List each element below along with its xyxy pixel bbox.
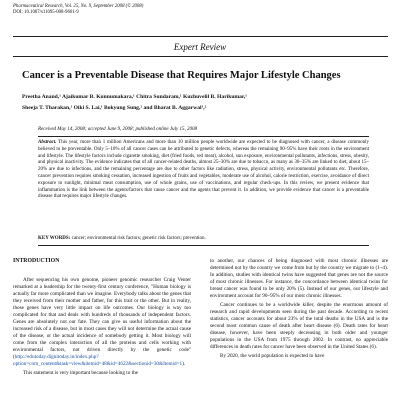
journal-citation: Pharmaceutical Research, Vol. 25, No. 9, September 2008 (© 2008) [13, 4, 144, 9]
abstract-rule-top [38, 136, 369, 137]
citation-link[interactable]: http://edutoday.dignitoday.in/index.php?option=com_content&task=view&itemid=48&id=4622&sectionid=30&Itemid=1 [13, 354, 183, 367]
intro-paragraph-2: This statement is very important because looking to the [23, 370, 138, 376]
received-dates: Received May 14, 2008; accepted June 9, 2008; published online July 15, 2008 [38, 127, 197, 132]
abstract [38, 140, 369, 201]
abstract-text: This year, more than 1 million Americans and more than 10 million people worldwide are expected to be diagnosed with cancer, a disease commonly believed to be preventable. Only 5–10% of all cancer cases can be attributed to genetic defects, whereas the remaining 90–95% have their roots in the environment and lifestyle. The lifestyle factors include cigarette smoking, diet (fried foods, red meat), alcohol, sun exposure, environmental pollutants, infections, stress, obesity, and physical inactivity. The evidence indicates that of all cancer-related deaths, almost 25–30% are due to tobacco, as many as 30–35% are linked to diet, about 15–20% are due to infections, and the remaining percentage are due to other factors like radiation, stress, physical activity, environmental pollutants etc. Therefore, cancer prevention requires smoking cessation, increased ingestion of fruits and vegetables, moderate use of alcohol, calorie restriction, exercise, avoidance of direct exposure to sunlight, minimal meat consumption, use of whole grains, use of vaccinations, and regular check-ups. In this review, we present evidence that inflammation is the link between the agents/factors that cause cancer and the agents that prevent it. In addition, we provide evidence that cancer is a preventable disease that requires major lifestyle changes. [38, 140, 369, 200]
doi-line: DOI: 10.1007/s11095-008-9661-9 [13, 10, 79, 15]
journal-header [13, 4, 143, 16]
left-column [13, 258, 191, 379]
section-heading-introduction: INTRODUCTION [13, 258, 60, 264]
right-paragraph-3: By 2020, the world population is expected to have [220, 353, 325, 359]
right-paragraph-2: Cancer continues to be a worldwide killer, despite the enormous amount of research and rapid developments seen during the past decade. According to recent statistics, cancer accounts for about 23% of the total deaths in the USA and is the second most common cause of death after heart disease (6). Death rates for heart disease, however, have been steeply decreasing in both older and younger populations in the USA from 1975 through 2002. In contrast, no appreciable differences in death rates for cancer have been observed in the United States (6). [210, 302, 388, 350]
section-label: Expert Review [173, 42, 227, 52]
right-column [210, 258, 388, 362]
intro-paragraph-1 [13, 277, 191, 368]
abstract-lead: Abstract. [38, 140, 57, 145]
abstract-rule-bottom [38, 245, 369, 246]
keywords-label: KEY WORDS: [38, 236, 71, 241]
header-rule-top [13, 36, 388, 37]
right-paragraph-1: to another, our chances of being diagnosed with most chronic illnesses are determined not by the country we come from but by the country we migrate to (1–4). In addition, studies with identical twins have suggested that genes are not the source of most chronic illnesses. For instance, the concordance between identical twins for breast cancer was found to be only 20% (5). Instead of our genes, our lifestyle and environment account for 90–95% of our most chronic illnesses. [210, 258, 388, 299]
author-line-2: Sheeja T. Tharakan,¹ Oiki S. Lai,¹ Bokyung Sung,¹ and Bharat B. Aggarwal¹,² [22, 105, 207, 111]
keywords [38, 236, 369, 243]
author-list [22, 92, 382, 114]
header-rule-bottom [13, 56, 388, 57]
keywords-text: cancer; environmental risk factors; genetic risk factors; prevention. [70, 236, 206, 241]
author-line-1: Preetha Anand,¹ Ajaikumar B. Kunnumakara,¹ Chitra Sundaram,¹ Kuzhuvelil B. Harikumar,¹ [22, 94, 247, 100]
intro-paragraph-1-end: ). [182, 361, 186, 367]
article-title: Cancer is a Preventable Disease that Requires Major Lifestyle Changes [22, 70, 341, 81]
intro-paragraph-1-text: After sequencing his own genome, pioneer genomic researcher Craig Venter remarked at a leadership for the twenty-first century conference, "Human biology is actually far more complicated than we imagine. Everybody talks about the genes that they received from their mother and father, for this trait or the other. But in reality, those genes have very little impact on life outcomes. Our biology is way too complicated for that and deals with hundreds of thousands of independent factors. Genes are absolutely not our fate. They can give us useful information about the increased risk of a disease, but in most cases they will not determine the actual cause of the disease, or the actual incidence of somebody getting it. Most biology will come from the complex interaction of all the proteins and cells working with environmental factors, not driven directly by the genetic code" ( [13, 277, 191, 360]
